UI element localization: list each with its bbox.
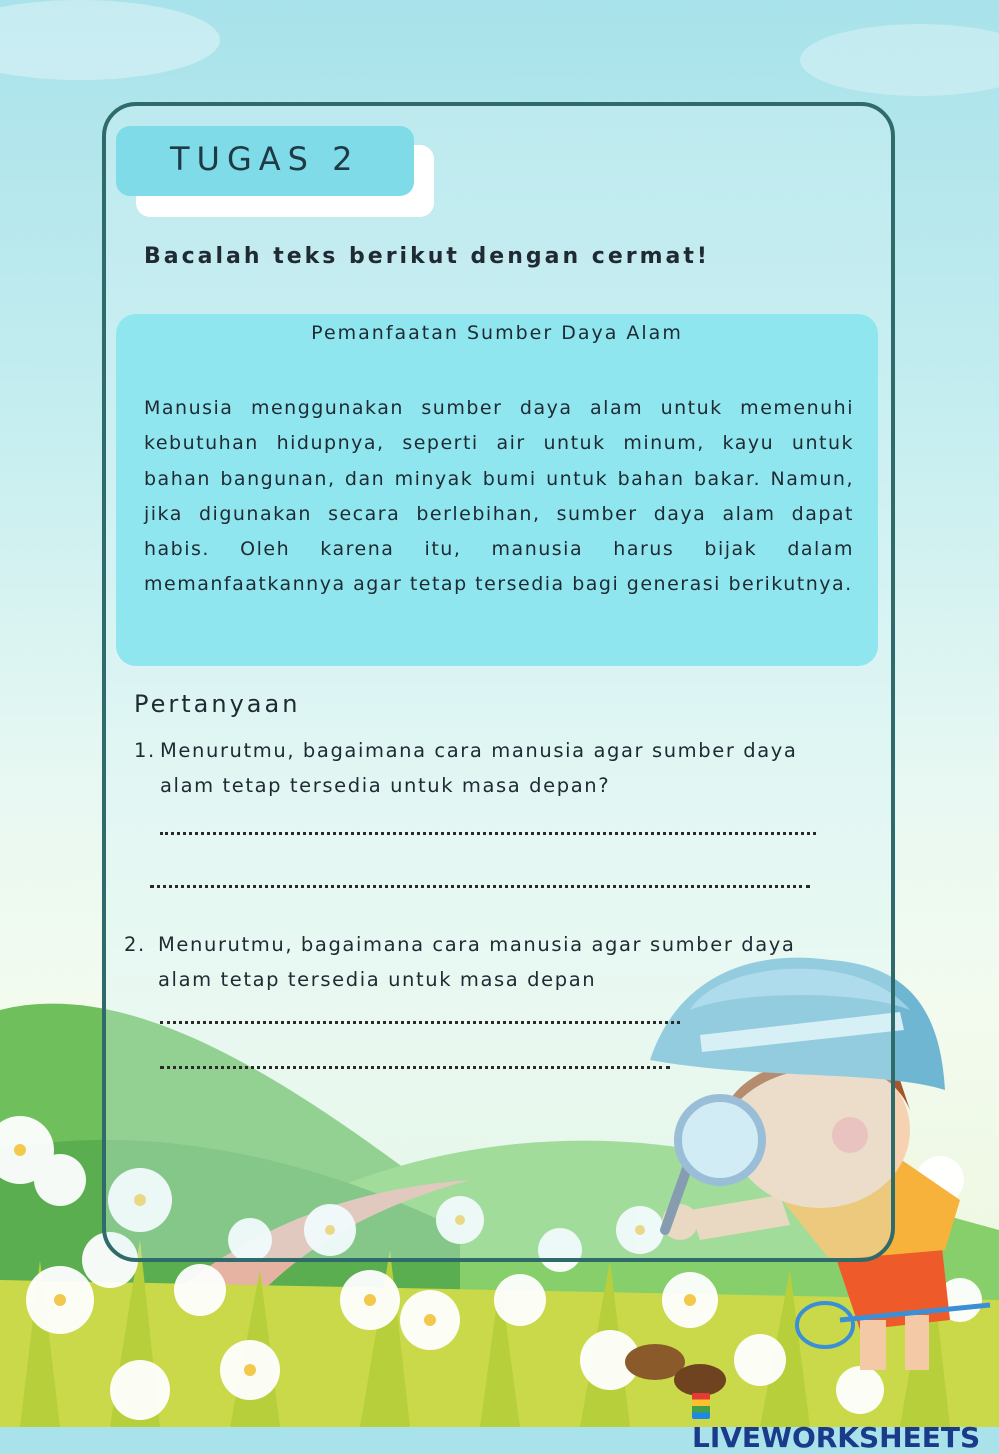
questions-heading: Pertanyaan	[134, 690, 301, 718]
question-text: Menurutmu, bagaimana cara manusia agar sumber daya alam tetap tersedia untuk masa depan?	[160, 739, 798, 797]
answer-line-1b[interactable]	[150, 885, 810, 888]
instruction-text: Bacalah teks berikut dengan cermat!	[144, 244, 710, 269]
answer-line-2b[interactable]	[160, 1066, 670, 1069]
logo-icon	[692, 1393, 710, 1419]
answer-line-2a[interactable]	[160, 1021, 680, 1024]
question-text: Menurutmu, bagaimana cara manusia agar sumber daya alam tetap tersedia untuk masa depan	[158, 933, 796, 991]
question-1	[134, 733, 854, 805]
question-number: 2.	[124, 933, 146, 956]
question-number: 1.	[134, 739, 156, 762]
worksheet-frame	[102, 102, 895, 1262]
page-title: TUGAS 2	[170, 140, 360, 178]
reading-body: Manusia menggunakan sumber daya alam untuk memenuhi kebutuhan hidupnya, seperti air untuk minum, kayu untuk bahan bangunan, dan minyak bumi untuk bahan bakar. Namun, jika digunakan secara berlebihan, sumber daya alam dapat habis. Oleh karena itu, manusia harus bijak dalam memanfaatkannya agar tetap tersedia bagi generasi berikutnya.	[144, 397, 854, 596]
question-2	[124, 927, 844, 999]
reading-title: Pemanfaatan Sumber Daya Alam	[311, 322, 683, 344]
liveworksheets-logo	[692, 1388, 999, 1454]
answer-line-1a[interactable]	[160, 832, 816, 835]
logo-text: LIVEWORKSHEETS	[692, 1421, 981, 1454]
